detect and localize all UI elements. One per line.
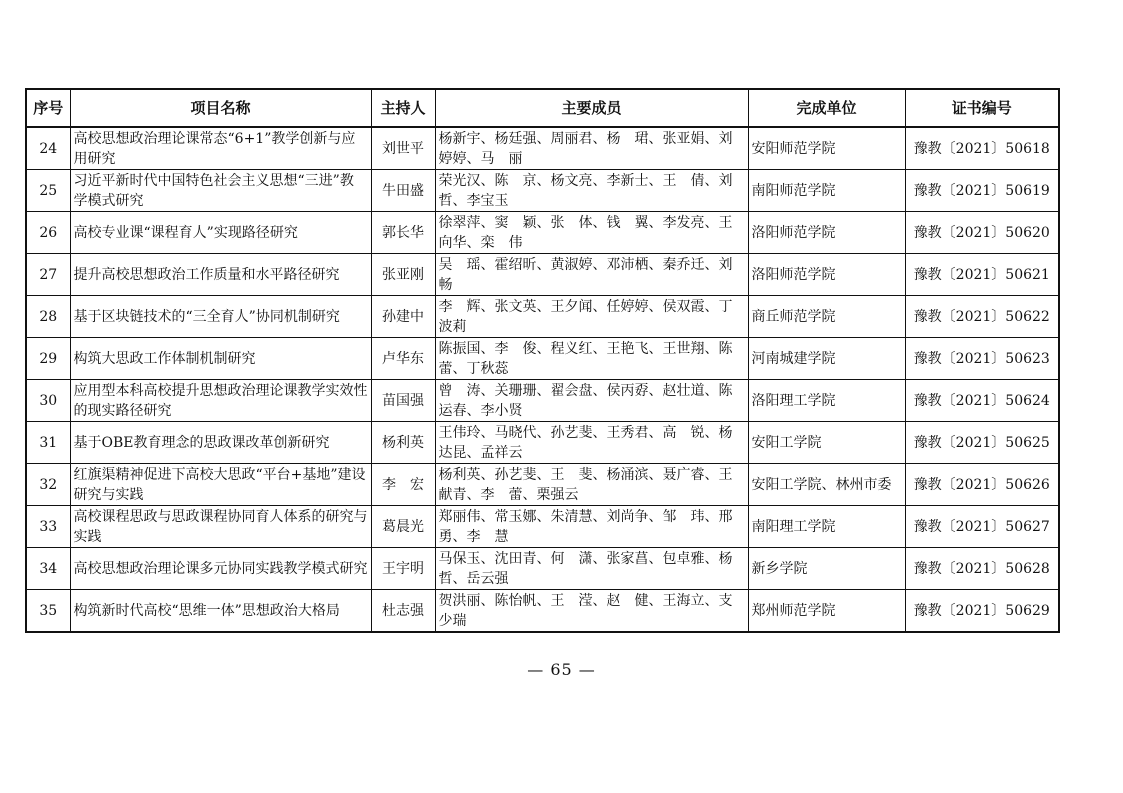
cell-cert: 豫教〔2021〕50620 <box>905 212 1059 254</box>
table-body <box>26 127 1059 632</box>
cell-project-name: 高校思想政治理论课常态“6+1”教学创新与应用研究 <box>70 127 371 170</box>
cell-host: 刘世平 <box>371 127 435 170</box>
cell-no: 32 <box>26 464 70 506</box>
cell-unit: 商丘师范学院 <box>748 296 905 338</box>
cell-project-name: 基于OBE教育理念的思政课改革创新研究 <box>70 422 371 464</box>
cell-project-name: 构筑新时代高校“思维一体”思想政治大格局 <box>70 590 371 633</box>
table-row <box>26 422 1059 464</box>
cell-unit: 安阳工学院、林州市委 <box>748 464 905 506</box>
page-number: — 65 — <box>527 660 596 679</box>
cell-project-name: 习近平新时代中国特色社会主义思想“三进”教学模式研究 <box>70 170 371 212</box>
cell-members: 吴 瑶、霍绍昕、黄淑婷、邓沛栖、秦乔迁、刘 畅 <box>435 254 748 296</box>
cell-cert: 豫教〔2021〕50622 <box>905 296 1059 338</box>
cell-no: 30 <box>26 380 70 422</box>
table-row <box>26 380 1059 422</box>
cell-host: 葛晨光 <box>371 506 435 548</box>
cell-host: 卢华东 <box>371 338 435 380</box>
project-table <box>25 88 1060 633</box>
cell-host: 李 宏 <box>371 464 435 506</box>
cell-unit: 洛阳理工学院 <box>748 380 905 422</box>
cell-members: 徐翠萍、窦 颖、张 体、钱 翼、李发亮、王向华、栾 伟 <box>435 212 748 254</box>
cell-cert: 豫教〔2021〕50629 <box>905 590 1059 633</box>
cell-unit: 郑州师范学院 <box>748 590 905 633</box>
header-unit: 完成单位 <box>748 89 905 127</box>
cell-members: 马保玉、沈田青、何 潇、张家菖、包卓雅、杨 哲、岳云强 <box>435 548 748 590</box>
cell-host: 孙建中 <box>371 296 435 338</box>
cell-unit: 新乡学院 <box>748 548 905 590</box>
table-header <box>26 89 1059 127</box>
cell-members: 贺洪丽、陈怡帆、王 滢、赵 健、王海立、支少瑞 <box>435 590 748 633</box>
cell-host: 苗国强 <box>371 380 435 422</box>
cell-project-name: 高校专业课“课程育人”实现路径研究 <box>70 212 371 254</box>
cell-cert: 豫教〔2021〕50624 <box>905 380 1059 422</box>
cell-project-name: 高校课程思政与思政课程协同育人体系的研究与实践 <box>70 506 371 548</box>
cell-no: 31 <box>26 422 70 464</box>
cell-members: 李 辉、张文英、王夕闻、任婷婷、侯双霞、丁波莉 <box>435 296 748 338</box>
cell-unit: 安阳工学院 <box>748 422 905 464</box>
cell-no: 35 <box>26 590 70 633</box>
header-row <box>26 89 1059 127</box>
cell-host: 王宇明 <box>371 548 435 590</box>
cell-host: 张亚刚 <box>371 254 435 296</box>
table-row <box>26 254 1059 296</box>
cell-no: 24 <box>26 127 70 170</box>
cell-cert: 豫教〔2021〕50623 <box>905 338 1059 380</box>
header-no: 序号 <box>26 89 70 127</box>
cell-project-name: 红旗渠精神促进下高校大思政“平台+基地”建设研究与实践 <box>70 464 371 506</box>
cell-project-name: 高校思想政治理论课多元协同实践教学模式研究 <box>70 548 371 590</box>
cell-cert: 豫教〔2021〕50628 <box>905 548 1059 590</box>
cell-host: 牛田盛 <box>371 170 435 212</box>
cell-cert: 豫教〔2021〕50619 <box>905 170 1059 212</box>
cell-no: 34 <box>26 548 70 590</box>
cell-unit: 南阳理工学院 <box>748 506 905 548</box>
cell-no: 28 <box>26 296 70 338</box>
cell-no: 27 <box>26 254 70 296</box>
cell-unit: 河南城建学院 <box>748 338 905 380</box>
cell-project-name: 构筑大思政工作体制机制研究 <box>70 338 371 380</box>
cell-members: 王伟玲、马晓代、孙艺斐、王秀君、高 锐、杨达昆、孟祥云 <box>435 422 748 464</box>
header-cert: 证书编号 <box>905 89 1059 127</box>
table-row <box>26 548 1059 590</box>
cell-members: 杨利英、孙艺斐、王 斐、杨涌滨、聂广睿、王献青、李 蕾、栗强云 <box>435 464 748 506</box>
header-members: 主要成员 <box>435 89 748 127</box>
cell-cert: 豫教〔2021〕50626 <box>905 464 1059 506</box>
cell-project-name: 提升高校思想政治工作质量和水平路径研究 <box>70 254 371 296</box>
table-row <box>26 464 1059 506</box>
cell-members: 曾 涛、关珊珊、翟会盘、侯丙孬、赵壮道、陈运春、李小贤 <box>435 380 748 422</box>
cell-cert: 豫教〔2021〕50621 <box>905 254 1059 296</box>
table-row <box>26 296 1059 338</box>
cell-no: 29 <box>26 338 70 380</box>
cell-host: 杨利英 <box>371 422 435 464</box>
table-row <box>26 590 1059 633</box>
cell-project-name: 基于区块链技术的“三全育人”协同机制研究 <box>70 296 371 338</box>
cell-cert: 豫教〔2021〕50627 <box>905 506 1059 548</box>
cell-no: 33 <box>26 506 70 548</box>
cell-unit: 洛阳师范学院 <box>748 212 905 254</box>
table-row <box>26 506 1059 548</box>
cell-cert: 豫教〔2021〕50618 <box>905 127 1059 170</box>
table-row <box>26 338 1059 380</box>
cell-members: 杨新宇、杨廷强、周丽君、杨 珺、张亚娟、刘婷婷、马 丽 <box>435 127 748 170</box>
table-row <box>26 127 1059 170</box>
header-project-name: 项目名称 <box>70 89 371 127</box>
cell-members: 陈振国、李 俊、程义红、王艳飞、王世翔、陈 蕾、丁秋蕊 <box>435 338 748 380</box>
document-page <box>25 88 1058 633</box>
header-host: 主持人 <box>371 89 435 127</box>
cell-unit: 南阳师范学院 <box>748 170 905 212</box>
cell-unit: 安阳师范学院 <box>748 127 905 170</box>
cell-unit: 洛阳师范学院 <box>748 254 905 296</box>
cell-members: 荣光汉、陈 京、杨文亮、李新士、王 倩、刘 哲、李宝玉 <box>435 170 748 212</box>
cell-no: 26 <box>26 212 70 254</box>
cell-no: 25 <box>26 170 70 212</box>
cell-host: 杜志强 <box>371 590 435 633</box>
cell-cert: 豫教〔2021〕50625 <box>905 422 1059 464</box>
table-row <box>26 170 1059 212</box>
cell-project-name: 应用型本科高校提升思想政治理论课教学实效性的现实路径研究 <box>70 380 371 422</box>
cell-host: 郭长华 <box>371 212 435 254</box>
cell-members: 郑丽伟、常玉娜、朱清慧、刘尚争、邹 玮、邢 勇、李 慧 <box>435 506 748 548</box>
table-row <box>26 212 1059 254</box>
